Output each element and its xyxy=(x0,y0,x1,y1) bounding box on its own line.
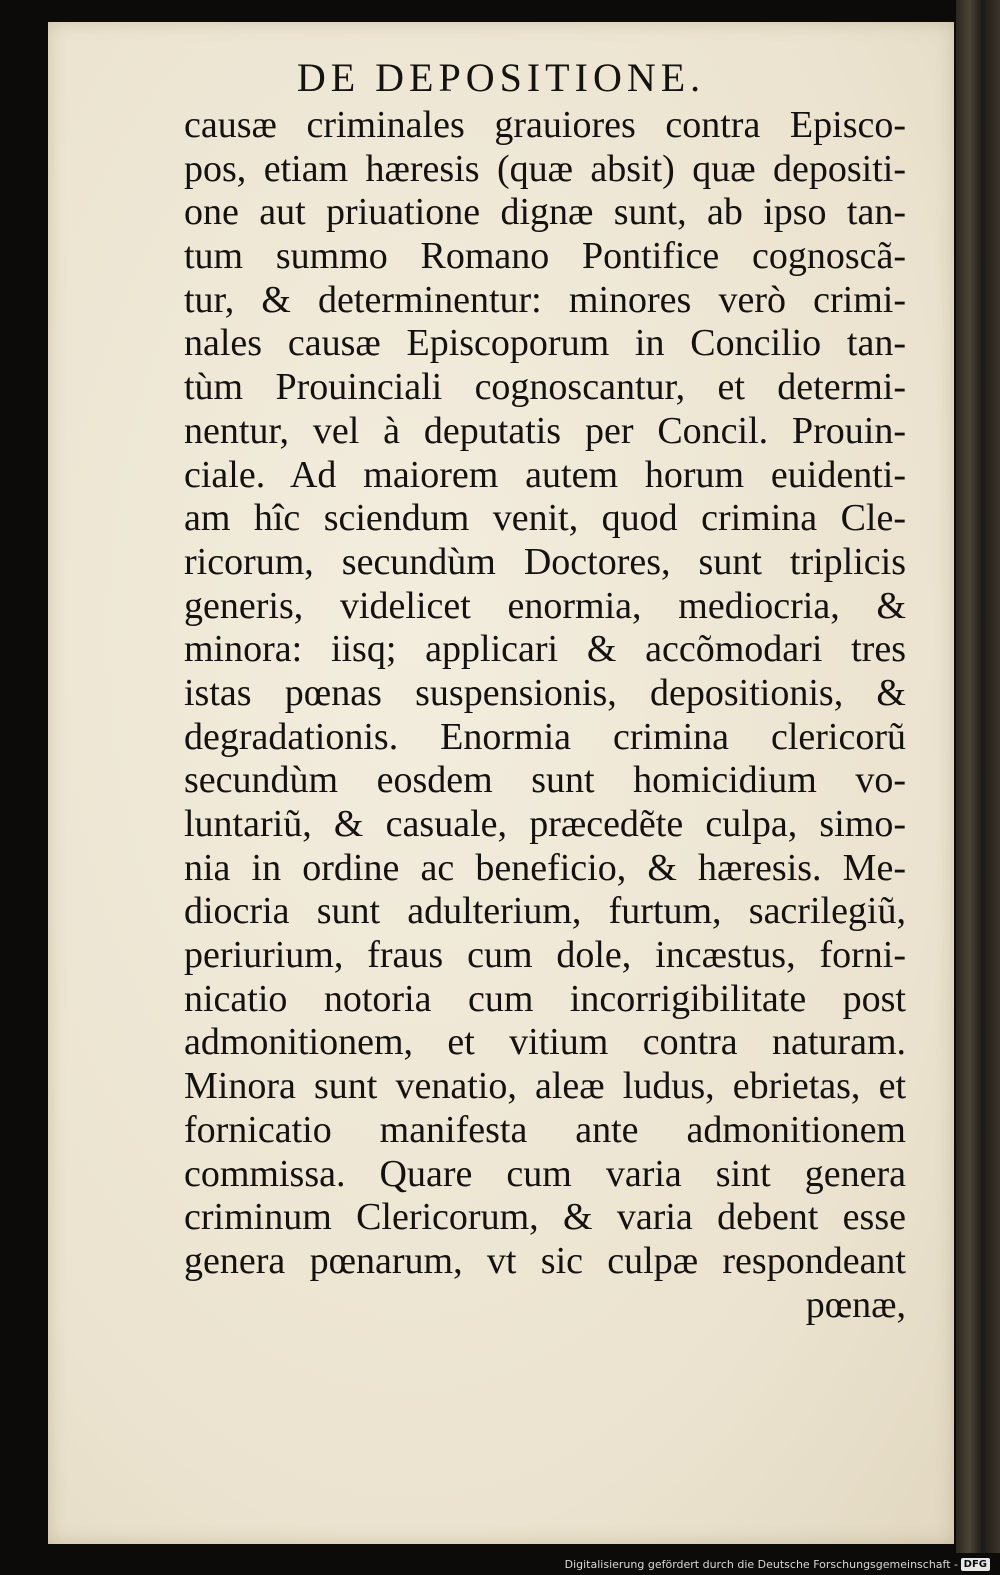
digitization-credit: Digitalisierung gefördert durch die Deutsche Forschungsgemeinschaft - xyxy=(564,1558,958,1571)
text-line: pos, etiam hæresis (quæ absit) quæ depositi- xyxy=(184,147,906,190)
running-head: DE DEPOSITIONE. xyxy=(296,55,706,100)
text-line: nales causæ Episcoporum in Concilio tan- xyxy=(184,322,906,365)
text-line: nentur, vel à deputatis per Concil. Prouin- xyxy=(184,409,906,452)
text-line: tum summo Romano Pontifice cognoscã- xyxy=(184,235,906,278)
body-text xyxy=(184,104,906,1327)
text-line: am hîc sciendum venit, quod crimina Cle- xyxy=(184,497,906,540)
text-line: periurium, fraus cum dole, incæstus, forni- xyxy=(184,934,906,977)
text-line: Minora sunt venatio, aleæ ludus, ebrietas, et xyxy=(184,1065,906,1108)
text-line: degradationis. Enormia crimina clericorũ xyxy=(184,715,906,758)
text-line: nia in ordine ac beneficio, & hæresis. Me- xyxy=(184,846,906,889)
text-line: one aut priuatione dignæ sunt, ab ipso tan- xyxy=(184,191,906,234)
text-line: criminum Clericorum, & varia debent esse xyxy=(184,1196,906,1239)
text-line: istas pœnas suspensionis, depositionis, & xyxy=(184,671,906,714)
dfg-logo: DFG xyxy=(961,1558,990,1571)
text-line: nicatio notoria cum incorrigibilitate post xyxy=(184,977,906,1020)
text-line: ciale. Ad maiorem autem horum euidenti- xyxy=(184,453,906,496)
text-line: tùm Prouinciali cognoscantur, et determi- xyxy=(184,366,906,409)
text-line: commissa. Quare cum varia sint genera xyxy=(184,1152,906,1195)
text-line: tur, & determinentur: minores verò crimi- xyxy=(184,278,906,321)
book-edge xyxy=(956,0,1000,1575)
text-line: causæ criminales grauiores contra Episco- xyxy=(184,104,906,146)
text-line: minora: iisq; applicari & accõmodari tres xyxy=(184,628,906,671)
text-line: generis, videlicet enormia, mediocria, & xyxy=(184,584,906,627)
text-line: diocria sunt adulterium, furtum, sacrilegiũ, xyxy=(184,890,906,933)
catchword: pœnæ, xyxy=(805,1283,906,1326)
text-line: secundùm eosdem sunt homicidium vo- xyxy=(184,759,906,802)
book-page xyxy=(48,22,954,1544)
text-line: admonitionem, et vitium contra naturam. xyxy=(184,1021,906,1064)
text-line: genera pœnarum, vt sic culpæ respondeant xyxy=(184,1239,906,1282)
footer-bar xyxy=(0,1553,1000,1575)
text-line: luntariũ, & casuale, præcedẽte culpa, simo- xyxy=(184,803,906,845)
text-line: ricorum, secundùm Doctores, sunt triplicis xyxy=(184,540,906,583)
text-line: fornicatio manifesta ante admonitionem xyxy=(184,1108,906,1151)
